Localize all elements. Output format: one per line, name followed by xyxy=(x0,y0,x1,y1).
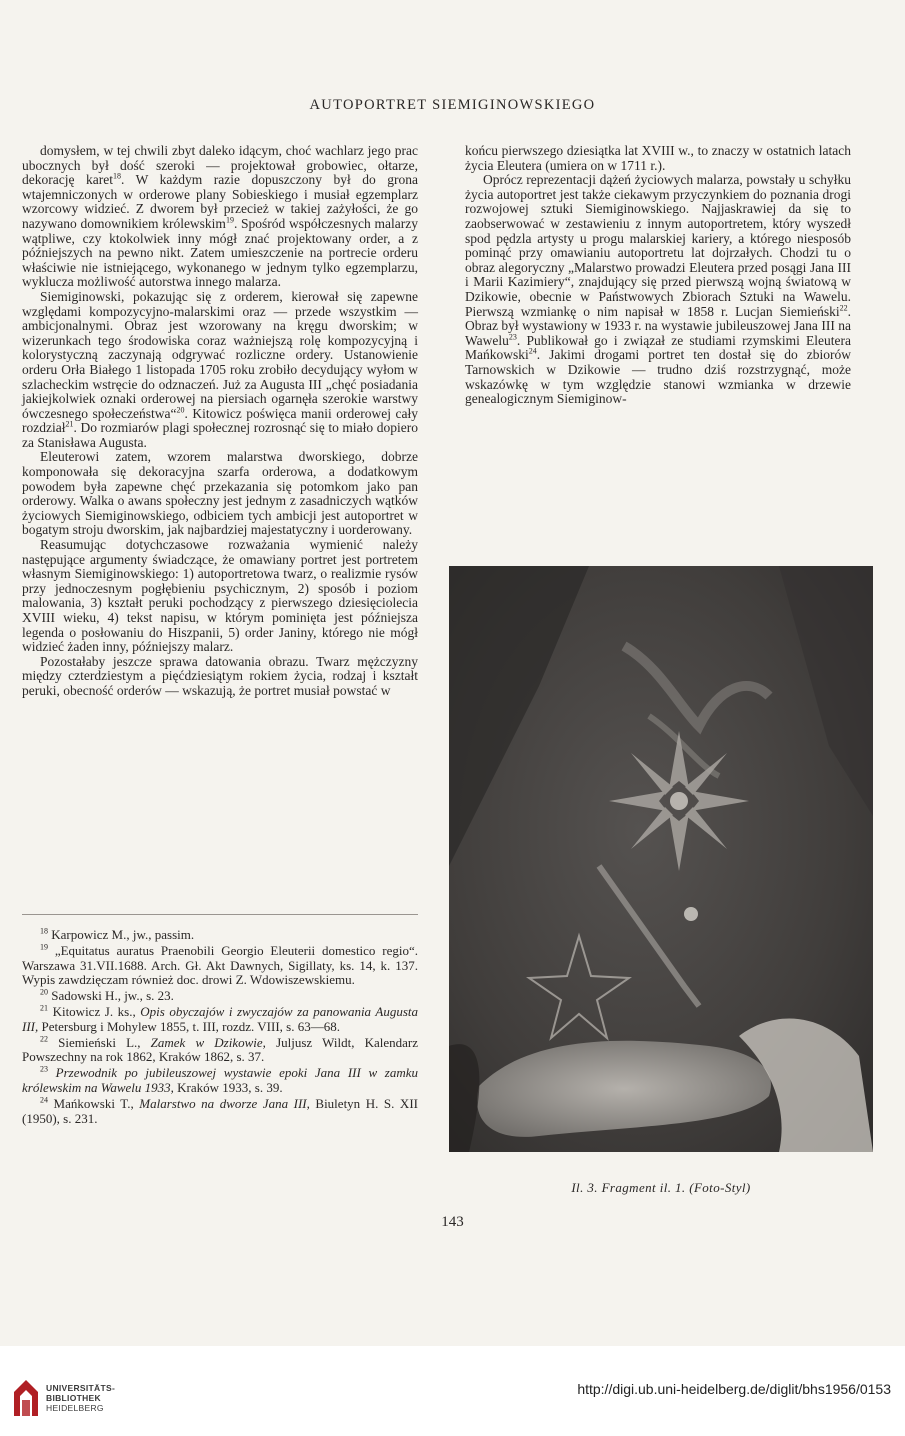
footnote: $^{18}$ Karpowicz M., jw., passim. xyxy=(40,926,195,942)
paragraph: Oprócz reprezentacji dążeń życiowych malarza, powstały u schyłku życia autoportret jest także ciekawym przyczynkiem do poznania drogi rozwojowej sztuki Siemiginowskiego. Najjaskrawiej da się to zaobserwować w zestawieniu z innym autoportretem, który wyszedł spod pędzla artysty u progu malarskiej kariery, a którego niesposób pominąć przy omawianiu autoportretu lat dojrzałych. Chodzi tu o obraz alegoryczny „Malarstwo prowadzi Eleutera przed posągi Jana III i Marii Kazimiery“, znajdujący się przed pierwszą wojną światową w Dzikowie, obecnie w Państwowych Zbiorach Sztuki na Wawelu. Pierwszą wzmiankę o nim napisał w 1858 r. Lucjan Siemieński$^{22}$. Obraz był wystawiony w 1933 r. na wystawie jubileuszowej Jana III na Wawelu$^{23}$. Publikował go i związał ze studiami rzymskimi Eleutera Mańkowski$^{24}$. Jakimi drogami portret ten dostał się do zbiorów Tarnowskich w Dzikowie — trudno dziś rozstrzygnąć, może wskazówkę w tym względzie stanowi wzmianka w drzewie genealogicznym Siemiginow- xyxy=(465,172,851,407)
right-text-column xyxy=(465,144,851,407)
footnote-ref[interactable]: 23 xyxy=(508,332,517,342)
footnote: $^{21}$ Kitowicz J. ks., Opis obyczajów i zwyczajów za panowania Augusta III, Petersburg i Mohylew 1855, t. III, rozdz. VIII, s. 63—68. xyxy=(22,1003,418,1034)
paragraph: Pozostałaby jeszcze sprawa datowania obrazu. Twarz mężczyzny między czterdziestym a pięćdziesiątym rokiem życia, rodzaj i kształt peruki, obecność orderów — wskazują, że portret musiał powstać w xyxy=(22,653,418,698)
footnotes xyxy=(22,928,418,1127)
footnote-ref[interactable]: 22 xyxy=(839,303,848,313)
left-text-column xyxy=(22,144,418,699)
running-title: AUTOPORTRET SIEMIGINOWSKIEGO xyxy=(309,97,596,113)
footnote-ref[interactable]: 21 xyxy=(65,419,74,429)
order-star-painting xyxy=(449,566,873,1152)
footnote: $^{19}$ „Equitatus auratus Praenobili Georgio Eleuterii domestico regio“. Warszawa 31.VII.1688. Arch. Gł. Akt Dawnych, Sigillaty, ks. 14, k. 137. Wypis zawdzięczam również doc. drowi Z. Wdowiszewskiemu. xyxy=(22,942,419,988)
footnote-divider xyxy=(22,914,418,915)
page-number: 143 xyxy=(441,1214,464,1230)
paragraph: domysłem, w tej chwili zbyt daleko idącym, choć wachlarz jego prac ubocznych był dość szeroki — projektował grobowiec, ołtarze, dekorację karet$^{18}$. W każdym razie dopuszczony był do grona wtajemniczonych w orderowe plany Sobieskiego i musiał egzemplarz wzorcowy widzieć. Z dworem był przecież w takiej zażyłości, że go nazywano domownikiem królewskim$^{19}$. Spośród współczesnych malarzy wątpliwe, czy ktokolwiek inny mógł znać projektowany order, a z późniejszych na pewno nikt. Zatem umieszczenie na portrecie orderu właściwie nie istniejącego, wykonanego w jednym tylko egzemplarzu, wyklucza możliwość autorstwa innego malarza. xyxy=(22,143,418,290)
source-url-link[interactable]: http://digi.ub.uni-heidelberg.de/diglit/bhs1956/0153 xyxy=(577,1381,891,1397)
library-logo[interactable] xyxy=(12,1378,115,1418)
paragraph: Siemiginowski, pokazując się z orderem, kierował się zapewne względami kompozycyjno-malarskimi oraz — przede wszystkim — ambicjonalnymi. Obraz jest wzorowany na kręgu dworskim; w wizerunkach tego środowiska coraz ważniejszą rolę kompozycyjną i kolorystyczną zaczynają odgrywać rozliczne ordery. Ustanowienie orderu Orła Białego 1 listopada 1705 roku zrobiło decydujący wyłom w szlacheckim wstręcie do odznaczeń. Już za Augusta III „chęć posiadania jakiejkolwiek oznaki orderowej na piersiach ogarnęła szerokie warstwy ówczesnego społeczeństwa“$^{20}$. Kitowicz poświęca manii orderowej cały rozdział$^{21}$. Do rozmiarów plagi społecznej rozrosnąć się to miało dopiero za Stanisława Augusta. xyxy=(22,288,418,450)
footnote-ref[interactable]: 24 xyxy=(528,346,537,356)
paragraph: Eleuterowi zatem, wzorem malarstwa dworskiego, dobrze komponowała się dekoracyjna szarfa orderowa, a dodatkowym powodem była zapewne chęć przekazania się potomkom jako pan orderowy. Walka o awans społeczny jest jednym z zasadniczych wątków życiowych Siemiginowskiego, odbiciem tych ambicji jest autoportret w bogatym stroju dworskim, jak najbardziej majestatyczny i uorderowany. xyxy=(22,449,418,538)
painting-fragment-photo xyxy=(449,566,873,1152)
paragraph: Reasumując dotychczasowe rozważania wymienić należy następujące argumenty świadczące, że omawiany portret jest portretem własnym Siemiginowskiego: 1) autoportretowa twarz, o realizmie rysów przy jednoczesnym pogłębieniu psychicznym, 2) sposób i poziom malowania, 3) kształt peruki pochodzący z pierwszego dziesięciolecia XVIII wieku, 4) tekst napisu, w którym pominięta jest późniejsza legenda o posłowaniu do Hiszpanii, 5) order Janiny, którego nie mógł widzieć żaden inny, późniejszy malarz. xyxy=(22,537,418,655)
footnote-ref[interactable]: 19 xyxy=(225,215,234,225)
library-emblem-icon xyxy=(12,1378,40,1418)
paragraph: końcu pierwszego dziesiątka lat XVIII w., to znaczy w ostatnich latach życia Eleutera (umiera on w 1711 r.). xyxy=(465,143,851,173)
footnote: $^{23}$ Przewodnik po jubileuszowej wystawie epoki Jana III w zamku królewskim na Wawelu 1933, Kraków 1933, s. 39. xyxy=(22,1064,418,1095)
figure-caption: Il. 3. Fragment il. 1. (Foto-Styl) xyxy=(571,1180,751,1195)
footnote: $^{22}$ Siemieński L., Zamek w Dzikowie, Juljusz Wildt, Kalendarz Powszechny na rok 1862, Kraków 1862, s. 37. xyxy=(22,1034,419,1065)
footnote: $^{20}$ Sadowski H., jw., s. 23. xyxy=(40,987,174,1004)
library-name: UNIVERSITÄTS- BIBLIOTHEK HEIDELBERG xyxy=(46,1383,116,1413)
footnote-ref[interactable]: 18 xyxy=(112,171,121,181)
footnote-ref[interactable]: 20 xyxy=(176,405,185,415)
footnote: $^{24}$ Mańkowski T., Malarstwo na dworze Jana III, Biuletyn H. S. XII (1950), s. 231. xyxy=(22,1095,418,1126)
